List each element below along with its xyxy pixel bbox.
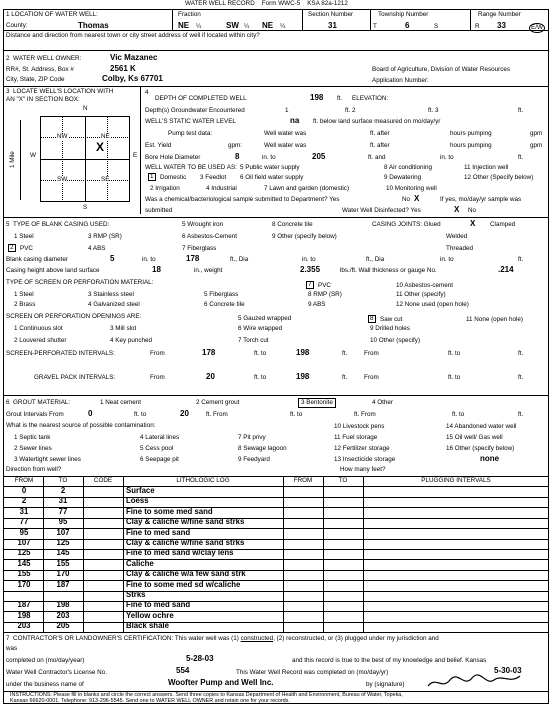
- use-air: 8 Air conditioning: [384, 164, 432, 171]
- log-header-from-2: FROM: [293, 477, 313, 484]
- casing-steel: 1 Steel: [14, 233, 34, 240]
- screen-galvanized: 4 Galvanized steel: [88, 301, 140, 308]
- log-cell-litho: Fine to some med sand: [126, 506, 213, 516]
- range-label: Range Number: [478, 11, 521, 18]
- locate-label-2: AN "X" IN SECTION BOX:: [6, 96, 80, 103]
- log-cell-from: 95: [19, 527, 29, 537]
- casing-joints-label: CASING JOINTS: Glued: [372, 221, 441, 228]
- in-to-2: in. to: [302, 256, 316, 263]
- ft-to-3: ft. to: [254, 374, 267, 381]
- mile-label: 1 Mile: [9, 151, 16, 168]
- log-cell-to: 187: [56, 579, 70, 589]
- county-value: Thomas: [78, 21, 109, 30]
- license-value: 554: [176, 666, 190, 675]
- cont-abandoned: 14 Abandoned water well: [446, 423, 517, 430]
- se-label: SE: [101, 176, 110, 183]
- log-header-litho: LITHOLOGIC LOG: [176, 477, 230, 484]
- grout-to-value: 20: [180, 409, 189, 418]
- cont-sewer: 2 Sewer lines: [14, 445, 52, 452]
- gw-ft: ft.: [518, 107, 524, 114]
- instructions-line-2: Kansas 66620-0001. Telephone: 913-296-5545. Send one to WATER WELL OWNER and retain one for your records.: [10, 698, 290, 704]
- screen-fiberglass: 5 Fiberglass: [204, 291, 239, 298]
- use-label: WELL WATER TO BE USED AS:: [145, 164, 237, 171]
- use-1-circled: 1: [150, 173, 154, 180]
- grout-label: 6 GROUT MATERIAL:: [6, 399, 71, 406]
- bore-in-to: in. to: [262, 154, 276, 161]
- gpm-colon: gpm:: [228, 142, 242, 149]
- log-cell-litho: Clay & caliche w/fine sand strks: [126, 517, 245, 527]
- log-cell-to: 125: [56, 538, 70, 547]
- section-label: Section Number: [308, 11, 354, 18]
- cont-fertilizer: 12 Fertilizer storage: [334, 445, 390, 452]
- use-feedlot: 3 Feedlot: [200, 174, 227, 181]
- ft-to-2: ft. to: [448, 350, 461, 357]
- quarter-mark: ¼: [280, 23, 286, 30]
- ft-after-2: ft. after: [370, 142, 390, 149]
- north-label: N: [83, 105, 88, 112]
- county-label: County:: [6, 22, 28, 29]
- log-cell-from: 155: [17, 569, 31, 579]
- log-cell-from: 198: [17, 610, 31, 620]
- log-cell-from: 125: [17, 548, 31, 558]
- screen-pvc: PVC: [318, 282, 331, 289]
- static-level-value: na: [290, 116, 300, 125]
- pump-test-label: Pump test data:: [168, 130, 213, 137]
- ft-after: ft. after: [370, 130, 390, 137]
- business-label: under the business name of: [6, 681, 84, 688]
- opening-torch: 7 Torch cut: [238, 337, 269, 344]
- quarter-mark: ¼: [196, 23, 202, 30]
- yield-label: Est. Yield: [145, 142, 172, 149]
- use-domestic: Domestic: [160, 174, 187, 181]
- log-cell-to: 198: [56, 600, 70, 610]
- log-cell-to: 203: [56, 610, 70, 620]
- perf-from-value: 178: [202, 348, 216, 357]
- west-label: W: [30, 152, 36, 159]
- ft-to: ft. to: [134, 411, 147, 418]
- log-cell-to: 107: [56, 527, 70, 537]
- r-mark: R: [475, 23, 480, 30]
- log-cell-litho: Yellow ochre: [126, 610, 174, 620]
- lbs-label: lbs./ft. Wall thickness or gauge No.: [340, 267, 437, 274]
- city-label: City, State, ZIP Code: [6, 76, 65, 83]
- well-water-was: Well water was: [264, 130, 307, 137]
- screen-7-circled: 7: [308, 281, 312, 288]
- cont-lateral: 4 Lateral lines: [140, 434, 180, 441]
- opening-wire: 6 Wire wrapped: [238, 325, 283, 332]
- grout-intervals-label: Grout Intervals From: [6, 411, 64, 418]
- bore-to-value: 205: [312, 152, 326, 161]
- ft-and: ft. and: [368, 154, 386, 161]
- direction-label: Direction from well?: [6, 466, 62, 473]
- log-cell-litho: Fine to med sand w/clay lens: [126, 548, 234, 558]
- gpm: gpm: [530, 130, 543, 137]
- well-location-x: X: [96, 140, 105, 154]
- from-3: From: [150, 374, 165, 381]
- groundwater-label: Depth(s) Groundwater Encountered: [145, 107, 245, 114]
- log-cell-from: 145: [17, 558, 31, 568]
- casing-fiberglass: 7 Fiberglass: [182, 245, 217, 252]
- from-4: From: [364, 374, 379, 381]
- log-cell-from: 187: [17, 600, 31, 610]
- section4-num: 4: [145, 89, 149, 96]
- log-cell-from: 77: [19, 517, 29, 527]
- casing-label: 5 TYPE OF BLANK CASING USED:: [6, 221, 110, 228]
- range-value: 33: [497, 21, 506, 30]
- log-cell-litho: Fine to some med sd w/caliche: [126, 579, 241, 589]
- ew-circle: E/W: [529, 23, 545, 33]
- hours-pumping-2: hours pumping: [450, 142, 492, 149]
- cont-insecticide: 13 Insecticide storage: [334, 456, 396, 463]
- gw-ft3: ft. 3: [428, 107, 439, 114]
- log-cell-litho: Strks: [126, 590, 146, 599]
- grout-other: 4 Other: [372, 399, 393, 406]
- weight-value: 2.355: [300, 265, 321, 274]
- opening-key: 4 Key punched: [110, 337, 153, 344]
- sw-label: SW: [57, 176, 68, 183]
- from-2: From: [364, 350, 379, 357]
- glued-x: X: [470, 219, 476, 228]
- casing-concrete: 8 Concrete tile: [272, 221, 313, 228]
- log-cell-litho: Fine to med sand: [126, 600, 191, 610]
- opening-saw: Saw cut: [380, 316, 403, 323]
- cont-feedyard: 9 Feedyard: [238, 456, 270, 463]
- log-cell-from: 2: [21, 496, 27, 506]
- application-label: Application Number:: [372, 77, 429, 84]
- business-value: Woofter Pump and Well Inc.: [168, 678, 274, 687]
- disinfected-label: Water Well Disinfected? Yes: [342, 207, 421, 214]
- casing-2-circled: 2: [10, 244, 14, 251]
- record-date-value: 5-30-03: [494, 666, 522, 675]
- nw-label: NW: [57, 133, 68, 140]
- log-cell-from: 31: [19, 506, 29, 516]
- ft-to-4: ft. to: [448, 374, 461, 381]
- ft: ft.: [518, 256, 524, 263]
- t-mark: T: [373, 23, 377, 30]
- log-cell-to: 170: [56, 569, 70, 579]
- grout-from-value: 0: [88, 409, 93, 418]
- use-irrigation: 2 Irrigation: [150, 185, 180, 192]
- in-to: in. to: [142, 256, 156, 263]
- opening-other: 10 Other (specify): [370, 337, 421, 344]
- log-cell-litho: Caliche: [126, 558, 154, 568]
- owner-label: 2 WATER WELL OWNER:: [6, 55, 82, 62]
- well-water-was-2: Well water was: [264, 142, 307, 149]
- casing-asbestos: 6 Asbestos-Cement: [182, 233, 237, 240]
- fraction-label: Fraction: [178, 11, 201, 18]
- screen-brass: 2 Brass: [14, 301, 36, 308]
- ft-to-2: ft. to: [290, 411, 303, 418]
- opening-continuous: 1 Continuous slot: [14, 325, 63, 332]
- log-cell-to: 77: [58, 506, 68, 516]
- clamped-label: Clamped: [490, 221, 516, 228]
- cont-lagoon: 8 Sewage lagoon: [238, 445, 287, 452]
- how-many-feet-label: How many feet?: [340, 466, 386, 473]
- grout-neat: 1 Neat cement: [100, 399, 141, 406]
- township-value: 6: [405, 21, 410, 30]
- cert-true-label: and this record is true to the best of my knowledge and belief. Kansas: [292, 657, 487, 664]
- screen-other: 11 Other (specify): [396, 291, 446, 298]
- opening-8-circled: 8: [370, 315, 374, 322]
- ft-dia-2: ft., Dia: [366, 256, 385, 263]
- screen-asbestos: 10 Asbestos-cement: [396, 282, 454, 289]
- casing-height-value: 18: [152, 265, 161, 274]
- chem-sample-q: Was a chemical/bacteriological sample submitted to Department? Yes: [145, 196, 340, 203]
- casing-wrought: 5 Wrought iron: [182, 221, 224, 228]
- casing-height-label: Casing height above land surface: [6, 267, 100, 274]
- opening-none: 11 None (open hole): [466, 316, 523, 323]
- cont-none-value: none: [480, 454, 500, 463]
- log-cell-litho: Surface: [126, 486, 155, 495]
- disinfected-x: X: [454, 205, 460, 214]
- screen-label: TYPE OF SCREEN OR PERFORATION MATERIAL:: [6, 279, 154, 286]
- log-header-code: CODE: [93, 477, 113, 484]
- log-cell-litho: Black shale: [126, 621, 169, 631]
- cert-date-value: 5-28-03: [186, 654, 214, 663]
- fraction-q2: SW: [226, 21, 239, 30]
- log-header-plugging: PLUGGING INTERVALS: [421, 477, 491, 484]
- log-cell-from: 107: [17, 538, 31, 547]
- log-cell-litho: Clay & caliche w/fine sand strks: [126, 538, 245, 547]
- ft: ft.: [337, 95, 343, 102]
- cont-septic: 1 Septic tank: [14, 434, 51, 441]
- south-label: S: [83, 204, 88, 211]
- hours-pumping: hours pumping: [450, 130, 492, 137]
- board-label: Board of Agriculture, Division of Water Resources: [372, 66, 511, 73]
- use-dewatering: 9 Dewatering: [384, 174, 422, 181]
- address-value: 2561 K: [110, 64, 136, 73]
- ft-dia: ft., Dia: [230, 256, 249, 263]
- distance-label: Distance and direction from nearest town or city street address of well if located within city?: [6, 32, 260, 39]
- chem-no: No: [402, 196, 411, 203]
- grout-cement: 2 Cement grout: [196, 399, 240, 406]
- city-value: Colby, Ks 67701: [102, 74, 163, 83]
- screen-none: 12 None used (open hole): [396, 301, 469, 308]
- log-cell-from: 170: [17, 579, 31, 589]
- ft-to-3: ft. to: [452, 411, 465, 418]
- welded-label: Welded: [446, 233, 468, 240]
- static-level-tail: ft. below land surface measured on mo/day/yr: [313, 118, 441, 125]
- township-label: Township Number: [378, 11, 429, 18]
- log-cell-from: 0: [21, 486, 27, 495]
- gravel-label: GRAVEL PACK INTERVALS:: [34, 374, 116, 381]
- ft-from-2: ft. From: [354, 411, 376, 418]
- use-lawn: 7 Lawn and garden (domestic): [264, 185, 350, 192]
- cont-oil: 15 Oil well/ Gas well: [446, 434, 503, 441]
- s-mark: S: [434, 23, 439, 30]
- gravel-from-value: 20: [206, 372, 215, 381]
- depth-value: 198: [310, 93, 324, 102]
- log-cell-to: 31: [58, 496, 68, 506]
- ft-from: ft. From: [206, 411, 228, 418]
- opening-gauzed: 5 Gauzed wrapped: [238, 315, 292, 322]
- use-other: 12 Other (Specify below): [464, 174, 534, 181]
- screen-stainless: 3 Stainless steel: [88, 291, 134, 298]
- ne-label: NE: [101, 133, 110, 140]
- cont-watertight: 3 Watertight sewer lines: [14, 456, 81, 463]
- cont-livestock: 10 Livestock pens: [334, 423, 385, 430]
- opening-mill: 3 Mill slot: [110, 325, 137, 332]
- record-completed-label: This Water Well Record was completed on (mo/day/yr): [236, 669, 389, 676]
- screen-concrete: 6 Concrete tile: [204, 301, 245, 308]
- ft: ft.: [518, 411, 524, 418]
- log-cell-to: 205: [56, 621, 70, 631]
- blank-diam-value: 5: [110, 254, 115, 263]
- openings-label: SCREEN OR PERFORATION OPENINGS ARE:: [6, 313, 142, 320]
- ft-4: ft.: [518, 374, 524, 381]
- from: From: [150, 350, 165, 357]
- bore-label: Bore Hole Diameter: [145, 154, 201, 161]
- screen-abs: 9 ABS: [308, 301, 326, 308]
- log-header-from: FROM: [14, 477, 34, 484]
- blank-diam-to: 178: [186, 254, 200, 263]
- log-cell-litho: Clay & caliche w/a few sand strk: [126, 569, 246, 579]
- east-label: E: [133, 152, 138, 159]
- log-cell-litho: Fine to med sand: [126, 527, 191, 537]
- gw-ft2: ft. 2: [345, 107, 356, 114]
- log-cell-to: 155: [56, 558, 70, 568]
- fraction-q3: NE: [262, 21, 274, 30]
- use-industrial: 4 Industrial: [206, 185, 237, 192]
- chem-tail: If yes, mo/day/yr sample was: [440, 196, 522, 203]
- bore-in-to-2: in. to: [440, 154, 454, 161]
- ft-to: ft. to: [254, 350, 267, 357]
- screen-steel: 1 Steel: [14, 291, 34, 298]
- cert-completed-label: completed on (mo/day/year): [6, 657, 85, 664]
- use-monitoring: 10 Monitoring well: [386, 185, 437, 192]
- casing-abs: 4 ABS: [88, 245, 106, 252]
- log-cell-litho: Loess: [126, 496, 149, 506]
- in-weight: in., weight: [194, 267, 223, 274]
- chem-x: X: [414, 194, 420, 203]
- opening-louvered: 2 Louvered shutter: [14, 337, 67, 344]
- submitted-label: submitted: [145, 207, 173, 214]
- address-label: RR#, St. Address, Box #: [6, 66, 74, 73]
- instructions-line-1: INSTRUCTIONS: Please fill in blanks and circle the correct answers. Send three copies to Kansas Department of Health and Environment, Bureau of Water, Topeka,: [10, 692, 403, 698]
- use-public: 5 Public water supply: [240, 164, 300, 171]
- threaded-label: Threaded: [446, 245, 473, 252]
- log-header-to-2: TO: [338, 477, 348, 484]
- ft-2: ft.: [518, 350, 524, 357]
- signature-label: by (signature): [366, 681, 405, 688]
- log-header-to: TO: [58, 477, 68, 484]
- cert-line-1: 7 CONTRACTOR'S OR LANDOWNER'S CERTIFICATION: This water well was (1) constructed, (2) reconstructed, or (3) plugged under my jurisdiction and: [6, 635, 439, 642]
- gauge-value: .214: [498, 265, 514, 274]
- cont-other: 16 Other (specify below): [446, 445, 515, 452]
- in-to-3: in. to: [440, 256, 454, 263]
- perf-intervals-label: SCREEN-PERFORATED INTERVALS:: [6, 350, 115, 357]
- log-cell-from: 203: [17, 621, 31, 631]
- cont-cess: 5 Cess pool: [140, 445, 174, 452]
- elevation-label: ELEVATION:: [352, 95, 389, 102]
- fraction-q1: NE: [178, 21, 190, 30]
- log-cell-to: 95: [58, 517, 68, 527]
- grout-bentonite-circled: 3 Bentonite: [298, 398, 336, 408]
- section-value: 31: [328, 21, 337, 30]
- section1-label: 1 LOCATION OF WATER WELL:: [6, 11, 98, 18]
- use-injection: 11 Injection well: [464, 164, 509, 171]
- quarter-mark: ¼: [244, 23, 250, 30]
- cont-fuel: 11 Fuel storage: [334, 434, 378, 441]
- screen-rmp: 8 RMP (SR): [308, 291, 342, 298]
- blank-diam-label: Blank casing diameter: [6, 256, 68, 263]
- opening-drilled: 9 Drilled holes: [370, 325, 410, 332]
- log-cell-to: 145: [56, 548, 70, 558]
- depth-label: DEPTH OF COMPLETED WELL: [155, 95, 247, 102]
- log-cell-to: 2: [60, 486, 66, 495]
- owner-name: Vic Mazanec: [110, 53, 158, 62]
- cert-was: was: [6, 645, 18, 652]
- signature-mark: [424, 672, 524, 692]
- use-oilfield: 6 Oil field water supply: [240, 174, 304, 181]
- form-title: WATER WELL RECORD Form WWC-5 KSA 82a-1212: [185, 0, 348, 7]
- gpm-2: gpm: [530, 142, 543, 149]
- cont-seepage: 6 Seepage pit: [140, 456, 179, 463]
- cont-pit: 7 Pit privy: [238, 434, 266, 441]
- perf-to-value: 198: [296, 348, 310, 357]
- gravel-to-value: 198: [296, 372, 310, 381]
- casing-pvc: PVC: [20, 245, 33, 252]
- casing-rmp: 3 RMP (SR): [88, 233, 122, 240]
- locate-label-1: 3 LOCATE WELL'S LOCATION WITH: [6, 88, 114, 95]
- gw1: 1: [285, 107, 289, 114]
- static-level-label: WELL'S STATIC WATER LEVEL: [145, 118, 236, 125]
- contamination-label: What is the nearest source of possible contamination:: [6, 422, 156, 429]
- disinfected-no: No: [468, 207, 477, 214]
- casing-other: 9 Other (specify below): [272, 233, 337, 240]
- ft-3: ft.: [342, 374, 348, 381]
- license-label: Water Well Contractor's License No.: [6, 669, 107, 676]
- cert-constructed: constructed: [240, 635, 274, 642]
- bore-value: 8: [235, 152, 240, 161]
- ft: ft.: [342, 350, 348, 357]
- bore-ft: ft.: [518, 154, 524, 161]
